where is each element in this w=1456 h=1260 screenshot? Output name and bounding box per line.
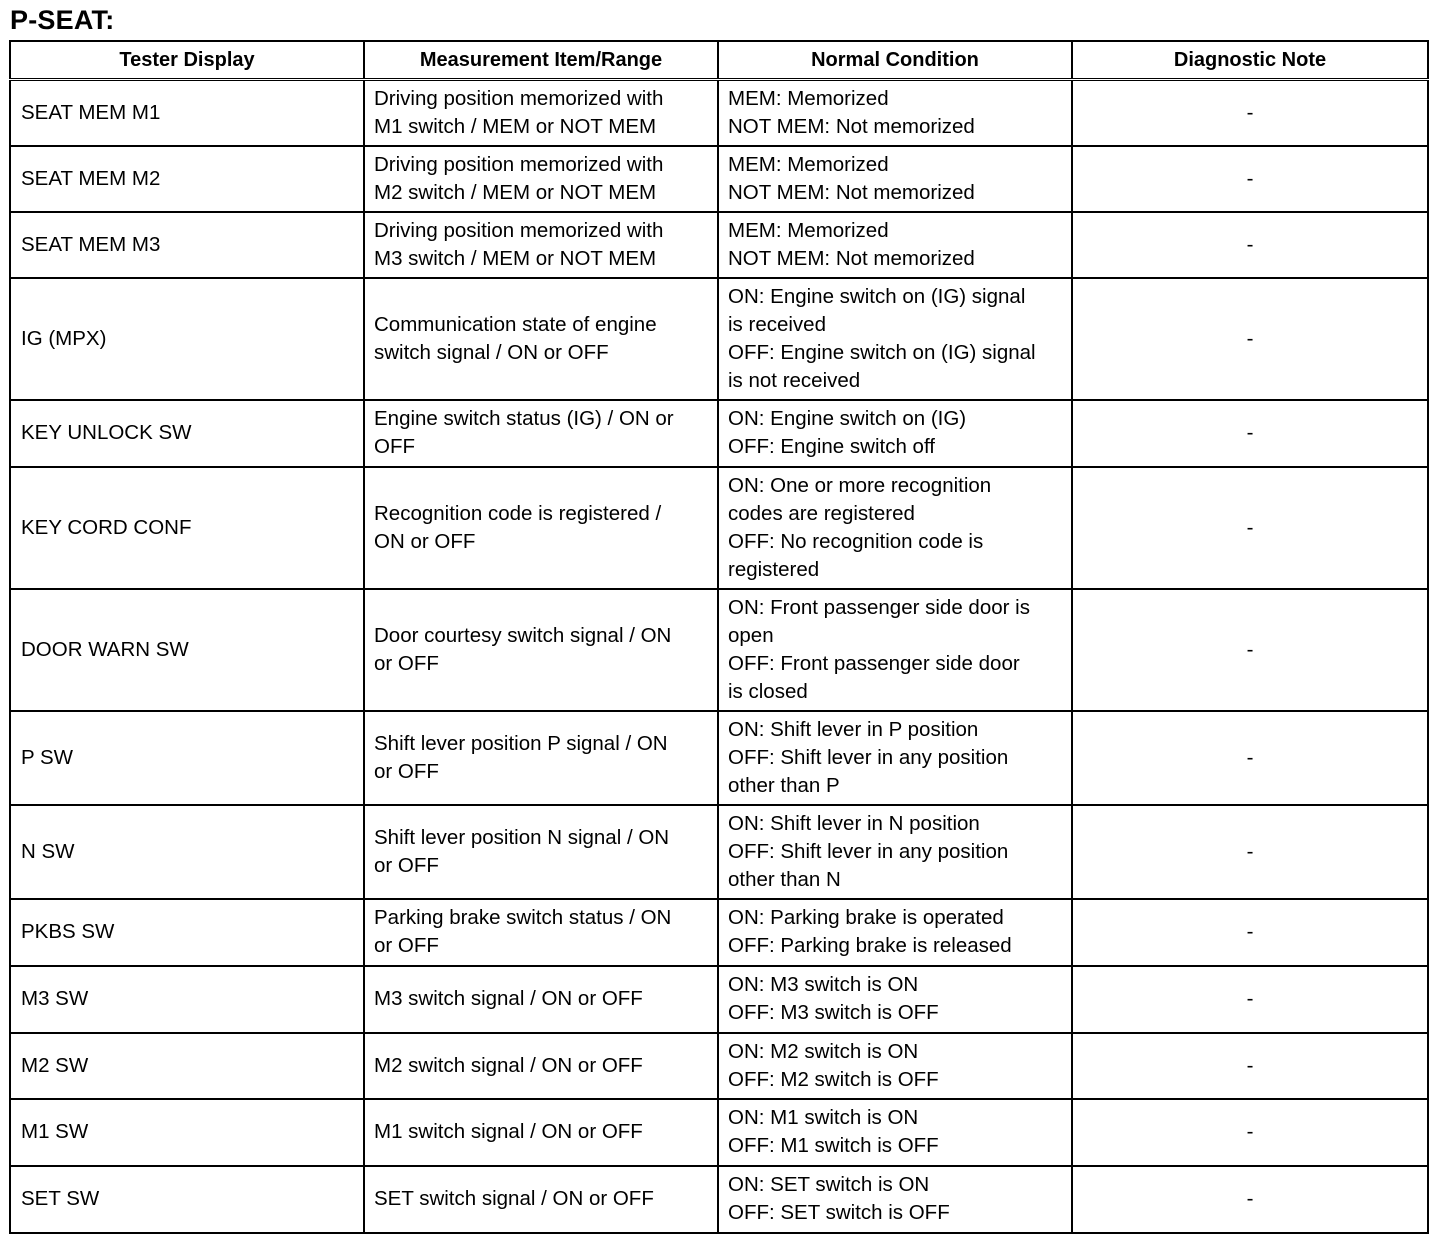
cell-diagnostic-note: - bbox=[1072, 278, 1428, 400]
cell-normal-condition bbox=[718, 805, 1072, 899]
cell-normal-condition bbox=[718, 711, 1072, 805]
cell-normal-condition bbox=[718, 1166, 1072, 1233]
cell-normal-condition bbox=[718, 1033, 1072, 1099]
cell-normal-condition bbox=[718, 899, 1072, 966]
cell-line: OFF bbox=[374, 435, 415, 458]
cell-line: SET switch signal / ON or OFF bbox=[374, 1187, 654, 1210]
cell-line: OFF: M2 switch is OFF bbox=[728, 1067, 939, 1091]
cell-line: is received bbox=[728, 312, 826, 336]
header-tester-display: Tester Display bbox=[10, 41, 364, 80]
cell-diagnostic-note: - bbox=[1072, 146, 1428, 212]
table-body bbox=[10, 80, 1428, 1233]
cell-line: NOT MEM: Not memorized bbox=[728, 180, 975, 204]
cell-line: Door courtesy switch signal / ON bbox=[374, 623, 672, 647]
table-row bbox=[10, 711, 1428, 805]
cell-diagnostic-note: - bbox=[1072, 589, 1428, 711]
cell-line: NOT MEM: Not memorized bbox=[728, 114, 975, 138]
cell-measurement bbox=[364, 278, 718, 400]
table-row bbox=[10, 146, 1428, 212]
cell-line: other than P bbox=[728, 773, 840, 797]
data-table bbox=[9, 40, 1429, 1234]
cell-measurement bbox=[364, 589, 718, 711]
cell-line: M2 switch / MEM or NOT MEM bbox=[374, 180, 657, 204]
cell-normal-condition bbox=[718, 400, 1072, 467]
cell-tester-display: M3 SW bbox=[10, 966, 364, 1033]
table-row bbox=[10, 966, 1428, 1033]
cell-diagnostic-note: - bbox=[1072, 1099, 1428, 1166]
cell-normal-condition bbox=[718, 966, 1072, 1033]
cell-tester-display: DOOR WARN SW bbox=[10, 589, 364, 711]
cell-line: MEM: Memorized bbox=[728, 218, 889, 242]
cell-line: or OFF bbox=[374, 853, 439, 877]
cell-line: ON: Shift lever in P position bbox=[728, 717, 979, 741]
table-row bbox=[10, 1166, 1428, 1233]
cell-tester-display: KEY UNLOCK SW bbox=[10, 400, 364, 467]
cell-line: OFF: Engine switch on (IG) signal bbox=[728, 340, 1036, 364]
table-row bbox=[10, 80, 1428, 146]
cell-line: M1 switch signal / ON or OFF bbox=[374, 1120, 643, 1143]
cell-measurement bbox=[364, 80, 718, 146]
cell-line: OFF: Front passenger side door bbox=[728, 651, 1020, 675]
cell-line: OFF: Engine switch off bbox=[728, 435, 935, 458]
cell-tester-display: SEAT MEM M1 bbox=[10, 80, 364, 146]
cell-normal-condition bbox=[718, 212, 1072, 278]
header-normal-condition: Normal Condition bbox=[718, 41, 1072, 80]
cell-diagnostic-note: - bbox=[1072, 1166, 1428, 1233]
cell-line: ON or OFF bbox=[374, 529, 476, 553]
cell-tester-display: SEAT MEM M2 bbox=[10, 146, 364, 212]
cell-line: Engine switch status (IG) / ON or bbox=[374, 407, 674, 430]
cell-line: M2 switch signal / ON or OFF bbox=[374, 1053, 643, 1077]
cell-line: Communication state of engine bbox=[374, 312, 657, 336]
table-row bbox=[10, 899, 1428, 966]
cell-diagnostic-note: - bbox=[1072, 805, 1428, 899]
cell-line: Driving position memorized with bbox=[374, 152, 664, 176]
cell-measurement bbox=[364, 966, 718, 1033]
header-measurement: Measurement Item/Range bbox=[364, 41, 718, 80]
cell-line: ON: M2 switch is ON bbox=[728, 1039, 919, 1063]
cell-line: or OFF bbox=[374, 651, 439, 675]
table-row bbox=[10, 467, 1428, 589]
table-row bbox=[10, 805, 1428, 899]
cell-diagnostic-note: - bbox=[1072, 1033, 1428, 1099]
cell-tester-display: SET SW bbox=[10, 1166, 364, 1233]
cell-line: other than N bbox=[728, 867, 841, 891]
cell-line: MEM: Memorized bbox=[728, 86, 889, 110]
cell-line: M1 switch / MEM or NOT MEM bbox=[374, 114, 657, 138]
cell-line: ON: Front passenger side door is bbox=[728, 595, 1030, 619]
cell-tester-display: PKBS SW bbox=[10, 899, 364, 966]
cell-diagnostic-note: - bbox=[1072, 212, 1428, 278]
cell-line: ON: Engine switch on (IG) bbox=[728, 407, 967, 430]
header-row bbox=[10, 41, 1428, 80]
cell-line: ON: M1 switch is ON bbox=[728, 1106, 919, 1129]
cell-tester-display: KEY CORD CONF bbox=[10, 467, 364, 589]
cell-line: OFF: Shift lever in any position bbox=[728, 745, 1009, 769]
cell-normal-condition bbox=[718, 278, 1072, 400]
cell-line: Shift lever position P signal / ON bbox=[374, 731, 668, 755]
cell-measurement bbox=[364, 146, 718, 212]
cell-measurement bbox=[364, 711, 718, 805]
cell-tester-display: M1 SW bbox=[10, 1099, 364, 1166]
cell-diagnostic-note: - bbox=[1072, 899, 1428, 966]
cell-line: M3 switch signal / ON or OFF bbox=[374, 987, 643, 1010]
cell-line: registered bbox=[728, 557, 820, 581]
cell-line: ON: Parking brake is operated bbox=[728, 906, 1004, 929]
cell-normal-condition bbox=[718, 1099, 1072, 1166]
cell-normal-condition bbox=[718, 80, 1072, 146]
cell-measurement bbox=[364, 805, 718, 899]
cell-tester-display: M2 SW bbox=[10, 1033, 364, 1099]
cell-measurement bbox=[364, 400, 718, 467]
table-row bbox=[10, 212, 1428, 278]
table-row bbox=[10, 400, 1428, 467]
cell-normal-condition bbox=[718, 589, 1072, 711]
cell-diagnostic-note: - bbox=[1072, 711, 1428, 805]
cell-line: ON: SET switch is ON bbox=[728, 1173, 930, 1196]
cell-diagnostic-note: - bbox=[1072, 80, 1428, 146]
cell-line: Driving position memorized with bbox=[374, 218, 664, 242]
cell-normal-condition bbox=[718, 146, 1072, 212]
cell-measurement bbox=[364, 467, 718, 589]
cell-line: ON: Engine switch on (IG) signal bbox=[728, 284, 1026, 308]
table-row bbox=[10, 589, 1428, 711]
cell-line: OFF: M3 switch is OFF bbox=[728, 1001, 939, 1024]
cell-measurement bbox=[364, 1033, 718, 1099]
cell-line: OFF: No recognition code is bbox=[728, 529, 984, 553]
cell-line: OFF: Parking brake is released bbox=[728, 934, 1012, 957]
page-title: P-SEAT: bbox=[10, 5, 115, 35]
cell-line: M3 switch / MEM or NOT MEM bbox=[374, 246, 657, 270]
cell-line: ON: One or more recognition bbox=[728, 473, 992, 497]
cell-line: switch signal / ON or OFF bbox=[374, 340, 609, 364]
cell-tester-display: N SW bbox=[10, 805, 364, 899]
cell-line: NOT MEM: Not memorized bbox=[728, 246, 975, 270]
cell-line: Parking brake switch status / ON bbox=[374, 906, 672, 929]
cell-line: Recognition code is registered / bbox=[374, 501, 662, 525]
cell-line: ON: M3 switch is ON bbox=[728, 973, 919, 996]
cell-tester-display: IG (MPX) bbox=[10, 278, 364, 400]
cell-line: or OFF bbox=[374, 759, 439, 783]
cell-line: OFF: M1 switch is OFF bbox=[728, 1134, 939, 1157]
cell-line: is closed bbox=[728, 679, 808, 703]
cell-measurement bbox=[364, 899, 718, 966]
table-row bbox=[10, 1099, 1428, 1166]
cell-line: OFF: Shift lever in any position bbox=[728, 839, 1009, 863]
cell-line: or OFF bbox=[374, 934, 439, 957]
cell-line: Shift lever position N signal / ON bbox=[374, 825, 670, 849]
cell-normal-condition bbox=[718, 467, 1072, 589]
cell-measurement bbox=[364, 1166, 718, 1233]
cell-line: Driving position memorized with bbox=[374, 86, 664, 110]
cell-line: is not received bbox=[728, 368, 861, 392]
cell-diagnostic-note: - bbox=[1072, 400, 1428, 467]
header-diagnostic-note: Diagnostic Note bbox=[1072, 41, 1428, 80]
cell-diagnostic-note: - bbox=[1072, 966, 1428, 1033]
cell-line: ON: Shift lever in N position bbox=[728, 811, 980, 835]
cell-measurement bbox=[364, 1099, 718, 1166]
cell-tester-display: P SW bbox=[10, 711, 364, 805]
cell-tester-display: SEAT MEM M3 bbox=[10, 212, 364, 278]
table-row bbox=[10, 1033, 1428, 1099]
cell-line: open bbox=[728, 623, 774, 647]
cell-line: MEM: Memorized bbox=[728, 152, 889, 176]
cell-line: OFF: SET switch is OFF bbox=[728, 1201, 950, 1224]
cell-diagnostic-note: - bbox=[1072, 467, 1428, 589]
cell-measurement bbox=[364, 212, 718, 278]
cell-line: codes are registered bbox=[728, 501, 915, 525]
table-row bbox=[10, 278, 1428, 400]
